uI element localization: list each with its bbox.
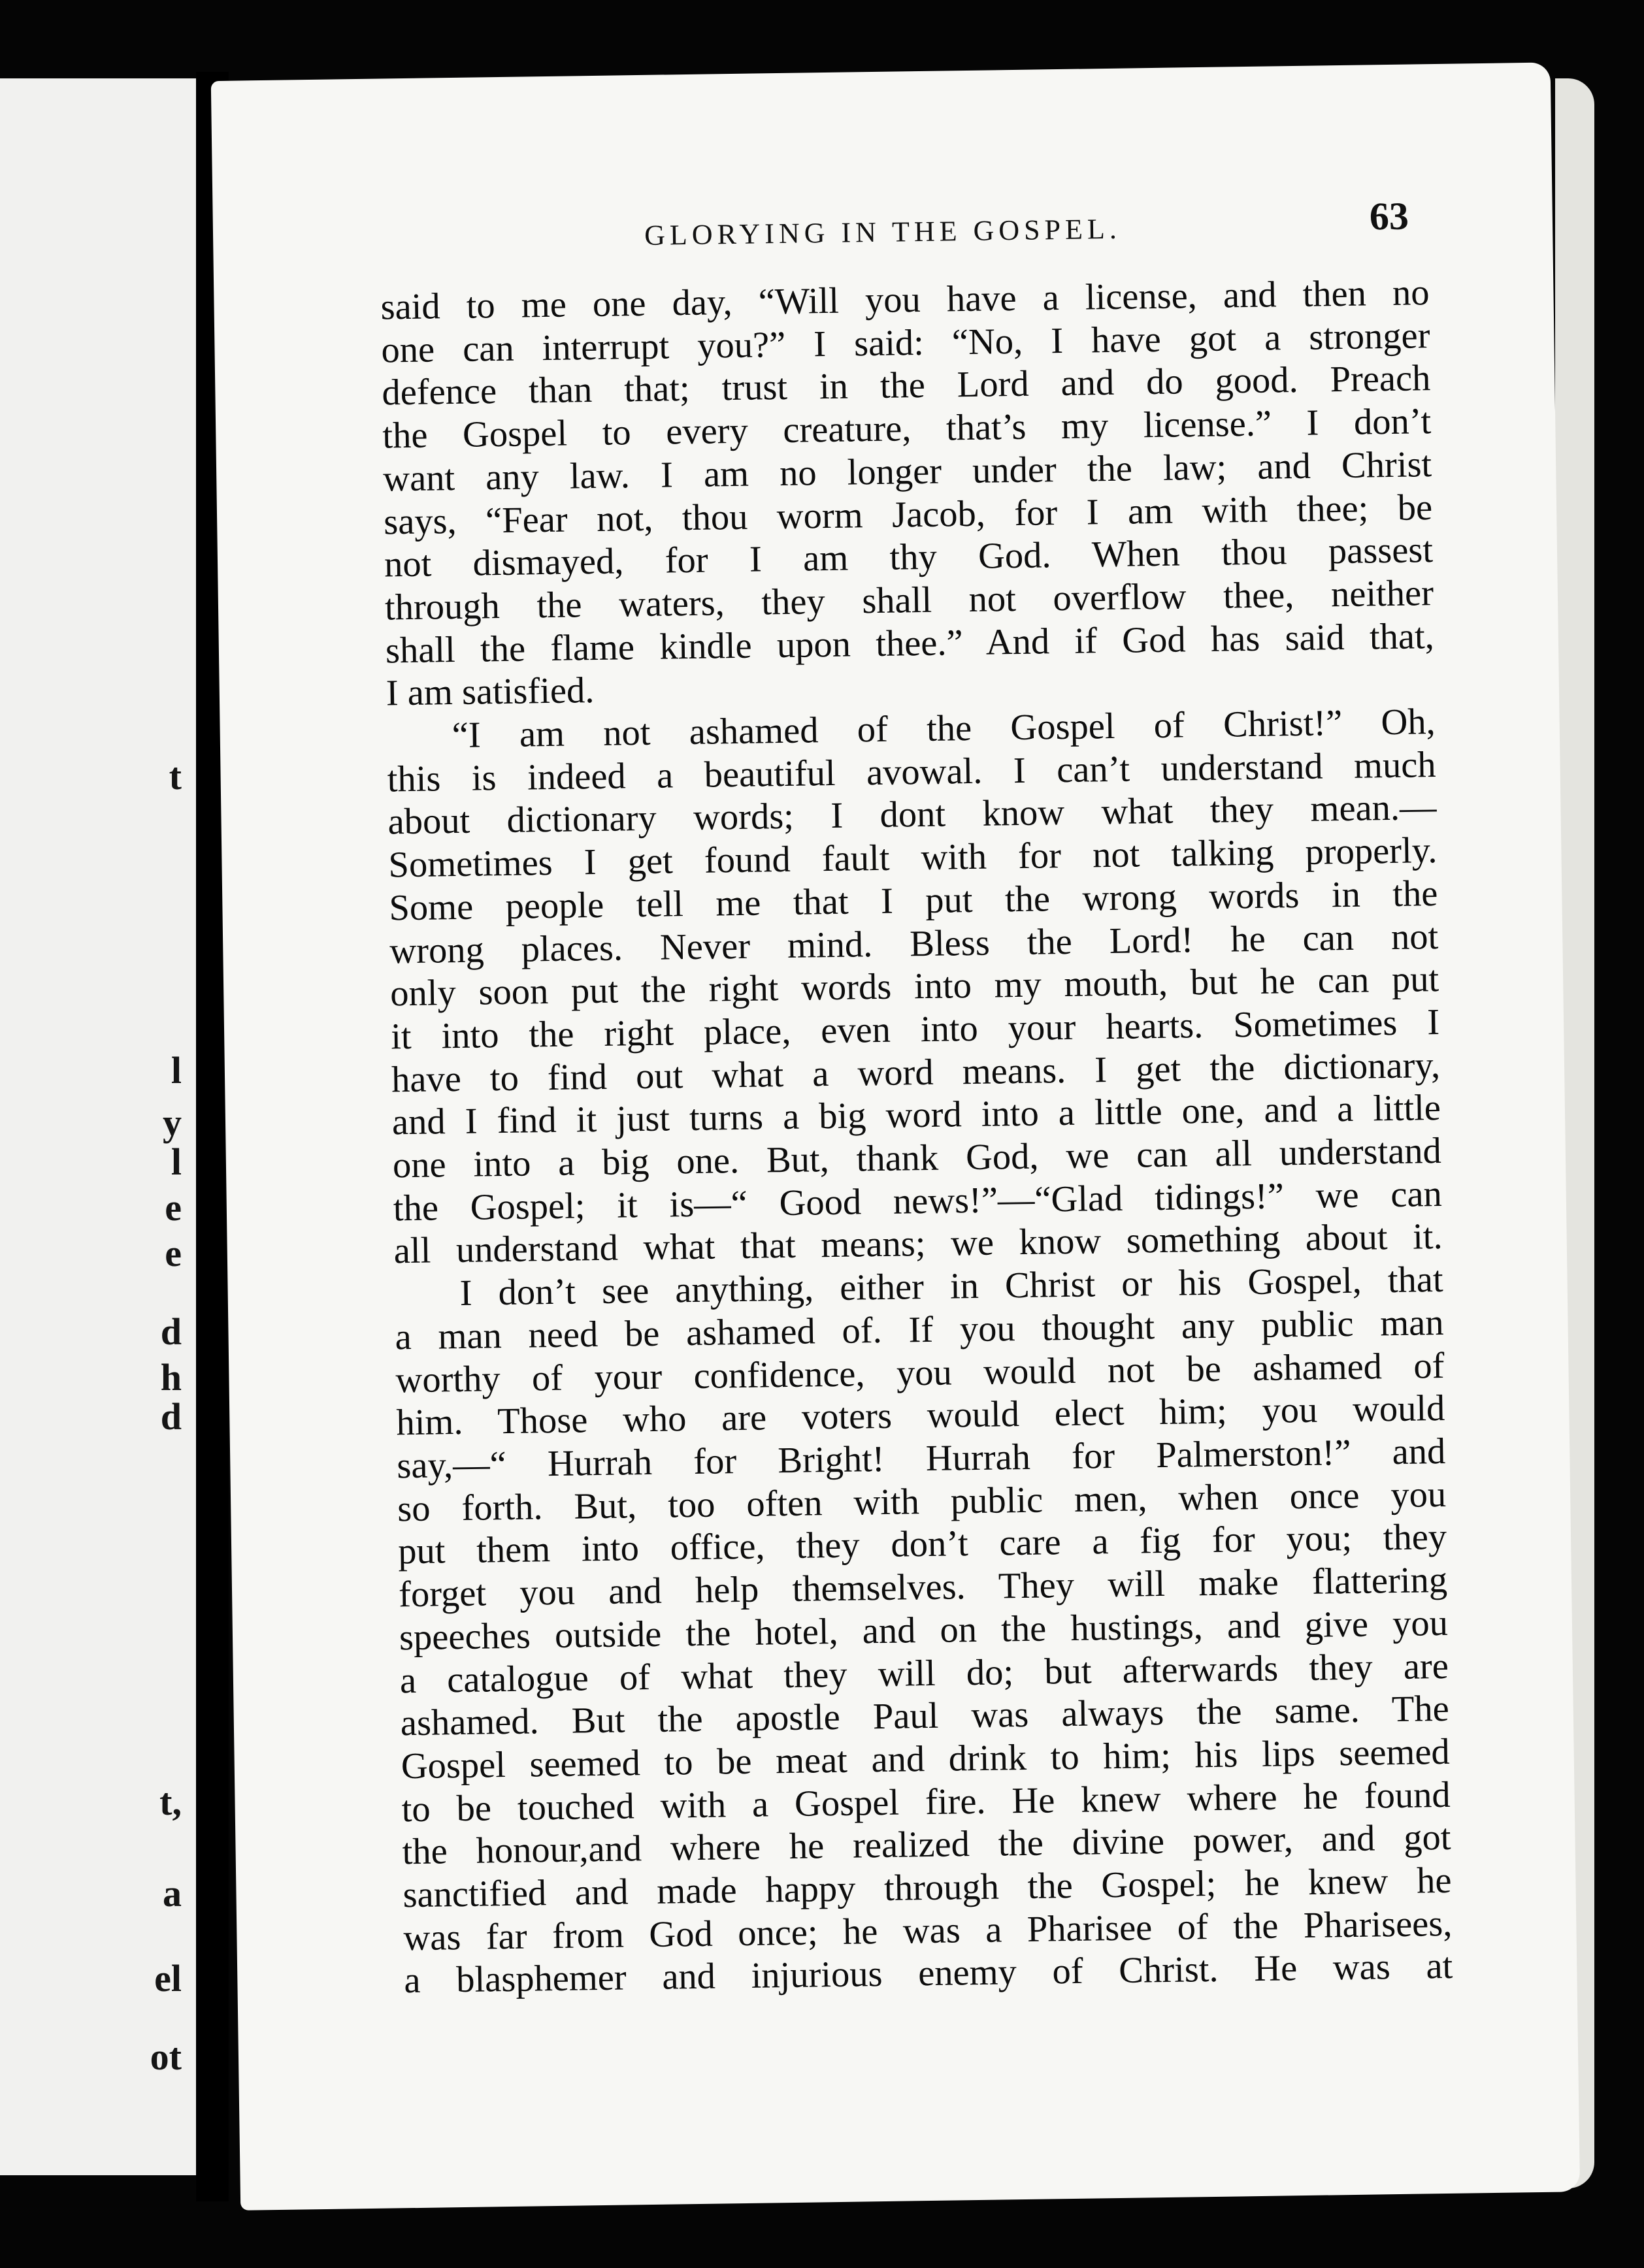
- text-line: the honour,and where he realized the divine power, and got: [402, 1817, 1451, 1873]
- text-line: a man need be ashamed of. If you thought any public man: [395, 1302, 1444, 1358]
- text-line: Some people tell me that I put the wrong words in the: [389, 873, 1438, 929]
- text-line: was far from God once; he was a Pharisee of the Pharisees,: [403, 1903, 1453, 1958]
- text-line: so forth. But, too often with public men, when once you: [397, 1474, 1447, 1530]
- text-line: defence than that; trust in the Lord and do good. Preach: [382, 358, 1431, 413]
- text-line: wrong places. Never mind. Bless the Lord! he can not: [389, 916, 1439, 971]
- facing-page-fragment: d: [160, 1310, 182, 1353]
- text-line: said to me one day, “Will you have a license, and then no: [380, 272, 1430, 328]
- text-line: Gospel seemed to be meat and drink to him; his lips seemed: [401, 1731, 1451, 1787]
- text-line: forget you and help themselves. They will make flattering: [398, 1560, 1448, 1615]
- facing-page-fragment: h: [160, 1356, 182, 1399]
- facing-page-fragment: ot: [150, 2035, 182, 2078]
- text-line: I don’t see anything, either in Christ or his Gospel, that: [459, 1259, 1443, 1314]
- text-line: Sometimes I get found fault with for not talking properly.: [388, 830, 1438, 886]
- text-line: through the waters, they shall not overflow thee, neither: [384, 572, 1434, 628]
- text-line: says, “Fear not, thou worm Jacob, for I am with thee; be: [383, 487, 1433, 543]
- facing-page-fragment: a: [163, 1872, 182, 1915]
- text-line: one into a big one. But, thank God, we can all understand: [392, 1131, 1442, 1186]
- facing-page-fragment: t,: [159, 1781, 182, 1823]
- facing-page-fragment: l: [171, 1141, 182, 1183]
- text-line: speeches outside the hotel, and on the hustings, and give you: [399, 1602, 1449, 1659]
- facing-page: [0, 78, 196, 2175]
- text-line: the Gospel; it is—“ Good news!”—“Glad tidings!” we can: [393, 1173, 1443, 1229]
- text-line: sanctified and made happy through the Gospel; he knew he: [403, 1860, 1452, 1916]
- text-line: shall the flame kindle upon thee.” And if God has said that,: [385, 615, 1435, 672]
- text-line: one can interrupt you?” I said: “No, I have got a stronger: [381, 315, 1430, 371]
- facing-page-fragment: l: [171, 1049, 182, 1092]
- running-head: GLORYING IN THE GOSPEL.: [644, 212, 1122, 251]
- facing-page-fragment: e: [165, 1232, 182, 1274]
- text-line: worthy of your confidence, you would not be ashamed of: [395, 1345, 1445, 1401]
- text-line: about dictionary words; I dont know what they mean.—: [387, 787, 1437, 843]
- text-line: say,—“ Hurrah for Bright! Hurrah for Palmerston!” and: [396, 1431, 1446, 1487]
- text-line: put them into office, they don’t care a fig for you; they: [397, 1517, 1447, 1572]
- text-line: I am satisfied.: [386, 670, 595, 714]
- text-line: it into the right place, even into your hearts. Sometimes I: [390, 1001, 1440, 1058]
- text-line: a catalogue of what they will do; but afterwards they are: [399, 1645, 1449, 1701]
- facing-page-fragment: d: [160, 1395, 182, 1438]
- text-line: only soon put the right words into my mouth, but he can put: [389, 959, 1439, 1014]
- text-line: want any law. I am no longer under the law; and Christ: [382, 444, 1432, 500]
- text-line: ashamed. But the apostle Paul was always the same. The: [400, 1689, 1450, 1744]
- text-line: the Gospel to every creature, that’s my license.” I don’t: [382, 401, 1432, 457]
- body-text: [380, 272, 1453, 2003]
- text-line: this is indeed a beautiful avowal. I can’t understand much: [387, 744, 1436, 800]
- facing-page-fragment: el: [154, 1957, 182, 2000]
- text-line: him. Those who are voters would elect him; you would: [396, 1388, 1445, 1444]
- text-line: to be touched with a Gospel fire. He knew where he found: [401, 1774, 1451, 1830]
- text-line: a blasphemer and injurious enemy of Christ. He was at: [403, 1946, 1453, 2001]
- book-page: [211, 62, 1580, 2210]
- text-line: all understand what that means; we know something about it.: [393, 1216, 1443, 1272]
- facing-page-fragment: y: [163, 1101, 182, 1144]
- facing-page-fragment: t: [169, 755, 182, 798]
- text-line: have to find out what a word means. I get the dictionary,: [391, 1045, 1441, 1101]
- facing-page-fragment: e: [165, 1186, 182, 1229]
- text-line: and I find it just turns a big word into a little one, and a little: [391, 1088, 1441, 1143]
- text-line: “I am not ashamed of the Gospel of Christ!” Oh,: [452, 702, 1436, 756]
- text-line: not dismayed, for I am thy God. When thou passest: [384, 530, 1434, 585]
- page-number: 63: [1369, 194, 1409, 238]
